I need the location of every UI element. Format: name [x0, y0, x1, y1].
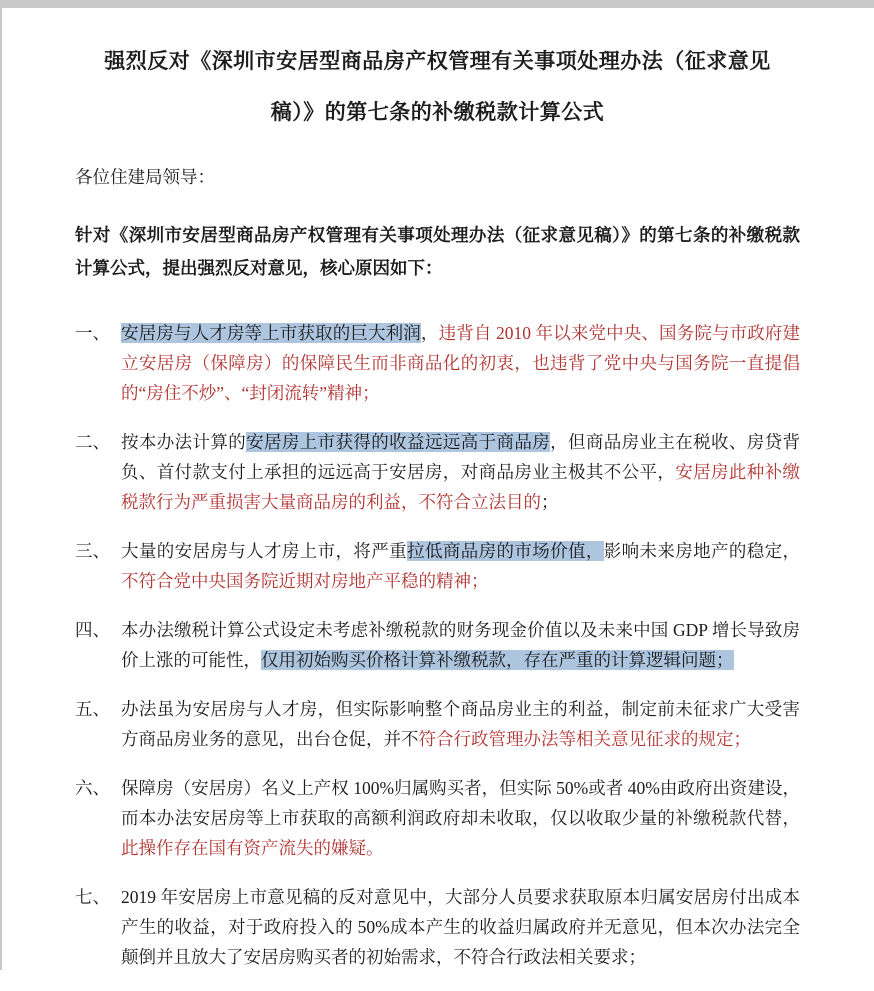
- item-number: 五、: [75, 699, 110, 719]
- highlighted-text: 安居房与人才房等上市获取的巨大利润: [121, 323, 421, 343]
- body-text: 2019 年安居房上市意见稿的反对意见中，大部分人员要求获取原本归属安居房付出成本产生的收益，对于政府投入的 50%成本产生的收益归属政府并无意见，但本次办法完全颠倒并且放大了安居房购买者的初始需求，不符合行政法相关要求；: [121, 887, 800, 967]
- intro-paragraph: 针对《深圳市安居型商品房产权管理有关事项处理办法（征求意见稿）》的第七条的补缴税款计算公式，提出强烈反对意见，核心原因如下：: [75, 225, 800, 278]
- salutation: 各位住建局领导：: [75, 167, 215, 187]
- body-text: 办法虽为安居房与人才房，但实际影响整个商品房业主的利益，制定前未征求广大受害方商品房业务的意见，出台仓促，并不: [121, 699, 800, 749]
- body-text: 按本办法计算的: [121, 432, 247, 452]
- item-text: [121, 615, 800, 675]
- body-text: ，: [420, 323, 439, 343]
- list-item: [75, 318, 800, 408]
- item-text: [121, 318, 800, 408]
- body-text: 本办法缴税计算公式设定未考虑补缴税款的财务现金价值以及未来中国 GDP 增长导致房价上涨的可能性，: [121, 620, 800, 670]
- list-item: [75, 427, 800, 517]
- item-text: [121, 427, 800, 517]
- list-item: [75, 536, 800, 596]
- item-number: 六、: [75, 778, 110, 798]
- highlighted-text: 安居房上市获得的收益远远高于商品房: [246, 432, 551, 452]
- list-item: [75, 882, 800, 972]
- item-text: [121, 536, 800, 596]
- highlighted-text: 拉低商品房的市场价值，: [407, 541, 604, 561]
- item-number: 七、: [75, 887, 110, 907]
- item-text: [121, 694, 800, 754]
- list-item: [75, 615, 800, 675]
- document-page: [2, 8, 874, 991]
- red-emphasis-text: 此操作存在国有资产流失的嫌疑。: [121, 838, 384, 858]
- body-text: ，但商品房业主在税收、房贷背负、首付款支付上承担的远远高于安居房，对商品房业主极其不公平，: [121, 432, 801, 482]
- red-emphasis-text: 不符合党中央国务院近期对房地产平稳的精神；: [121, 571, 489, 591]
- item-number: 二、: [75, 432, 110, 452]
- item-number: 四、: [75, 620, 110, 640]
- list-item: [75, 694, 800, 754]
- red-emphasis-text: 违背自 2010 年以来党中央、国务院与市政府建立安居房（保障房）的保障民生而非商品化的初衷，也违背了党中央与国务院一直提倡的“房住不炒”、“封闭流转”精神；: [121, 323, 801, 403]
- item-number: 一、: [75, 323, 110, 343]
- item-text: [121, 882, 800, 972]
- document-title: 强烈反对《深圳市安居型商品房产权管理有关事项处理办法（征求意见稿）》的第七条的补缴税款计算公式: [104, 49, 771, 124]
- item-number: 三、: [75, 541, 110, 561]
- list-item: [75, 773, 800, 863]
- red-emphasis-text: 安居房此种补缴税款行为严重损害大量商品房的利益，不符合立法目的: [121, 462, 801, 512]
- reasons-list: [75, 318, 800, 972]
- body-text: ；: [541, 492, 559, 512]
- red-emphasis-text: 符合行政管理办法等相关意见征求的规定；: [418, 729, 751, 749]
- item-text: [121, 773, 800, 863]
- highlighted-text: 仅用初始购买价格计算补缴税款，存在严重的计算逻辑问题；: [261, 650, 734, 670]
- body-text: 影响未来房地产的稳定，: [603, 541, 801, 561]
- page-edge-top: [0, 0, 874, 8]
- body-text: 保障房（安居房）名义上产权 100%归属购买者，但实际 50%或者 40%由政府出资建设，而本办法安居房等上市获取的高额利润政府却未收取，仅以收取少量的补缴税款代替，: [121, 778, 800, 828]
- body-text: 大量的安居房与人才房上市，将严重: [121, 541, 408, 561]
